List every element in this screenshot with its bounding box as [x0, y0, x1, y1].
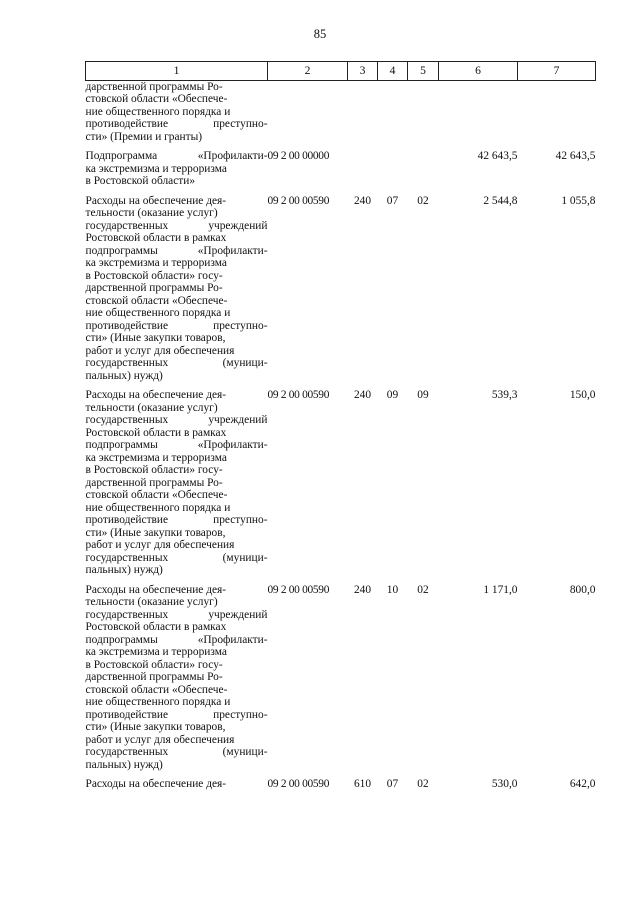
description-line: подпрограммы «Профилакти-: [85, 439, 268, 451]
description-line: ка экстремизма и терроризма: [85, 162, 227, 175]
description-line: сти» (Иные закупки товаров,: [85, 721, 226, 733]
description-line: ние общественного порядка и: [85, 105, 231, 118]
row-section: [378, 143, 408, 188]
description-line: тельности (оказание услуг): [85, 401, 218, 414]
header-col-2: 2: [268, 62, 348, 81]
row-amount-year-2: 1 055,8: [561, 194, 596, 207]
row-subsection: 02: [417, 583, 429, 596]
description-line: дарственной программы Ро-: [85, 80, 223, 93]
description-line: ка экстремизма и терроризма: [85, 257, 227, 269]
description-line: Расходы на обеспечение дея-: [85, 389, 227, 401]
row-amount-year-1: 1 171,0: [483, 583, 518, 596]
row-description: [86, 143, 268, 188]
row-target-code: 09 2 00 00590: [267, 194, 330, 207]
table-row: [86, 143, 596, 188]
description-line: стовской области «Обеспече-: [85, 93, 228, 105]
row-amount-year-1: 2 544,8: [483, 194, 518, 207]
description-line: ние общественного порядка и: [85, 307, 231, 319]
description-line: ние общественного порядка и: [85, 501, 231, 514]
header-col-1: 1: [86, 62, 268, 81]
description-line: государственных учреждений: [85, 608, 268, 621]
row-amount-year-2: [518, 80, 596, 143]
description-line: работ и услуг для обеспечения: [85, 344, 235, 357]
description-line: противодействие преступно-: [85, 319, 268, 332]
description-line: противодействие преступно-: [85, 708, 268, 721]
description-line: сти» (Премии и гранты): [85, 130, 203, 143]
row-description: [86, 771, 268, 791]
row-description: [86, 80, 268, 143]
row-description: [86, 382, 268, 577]
description-line: в Ростовской области»: [85, 175, 196, 187]
description-line: дарственной программы Ро-: [85, 476, 223, 489]
description-line: противодействие преступно-: [85, 118, 268, 130]
header-col-7: 7: [518, 62, 596, 81]
table-row: [86, 188, 596, 383]
row-section: 10: [386, 583, 399, 596]
row-amount-year-1: [439, 80, 518, 143]
description-line: Ростовской области в рамках: [85, 232, 227, 244]
row-expense-type: 240: [353, 583, 372, 596]
row-subsection: [408, 80, 439, 143]
description-line: государственных (муници-: [85, 551, 268, 564]
description-line: тельности (оказание услуг): [85, 207, 218, 219]
row-target-code: 09 2 00 00000: [267, 150, 330, 162]
row-section: [378, 80, 408, 143]
row-section: 09: [386, 389, 399, 401]
description-line: подпрограммы «Профилакти-: [85, 244, 268, 257]
header-col-4: 4: [378, 62, 408, 81]
description-line: работ и услуг для обеспечения: [85, 733, 235, 746]
page-number: 85: [313, 27, 327, 41]
description-line: подпрограммы «Профилакти-: [85, 633, 268, 646]
table-row: [86, 382, 596, 577]
description-line: стовской области «Обеспече-: [85, 294, 228, 307]
description-line: Расходы на обеспечение дея-: [85, 583, 227, 596]
description-line: противодействие преступно-: [85, 514, 268, 526]
row-expense-type: 240: [353, 194, 372, 207]
table-header-row: [86, 62, 596, 81]
description-line: государственных (муници-: [85, 746, 268, 758]
description-line: ние общественного порядка и: [85, 696, 231, 708]
description-line: Подпрограмма «Профилакти-: [85, 150, 268, 162]
row-expense-type: 610: [353, 778, 372, 790]
description-line: пальных) нужд): [85, 758, 163, 771]
row-subsection: [408, 143, 439, 188]
description-line: стовской области «Обеспече-: [85, 683, 228, 696]
row-amount-year-1: 539,3: [491, 389, 518, 401]
row-description: [86, 188, 268, 383]
table-row: [86, 577, 596, 772]
description-line: пальных) нужд): [85, 369, 163, 382]
description-line: сти» (Иные закупки товаров,: [85, 332, 226, 344]
description-line: Расходы на обеспечение дея-: [85, 194, 227, 207]
header-col-5: 5: [408, 62, 439, 81]
description-line: Ростовской области в рамках: [85, 621, 227, 633]
row-target-code: 09 2 00 00590: [267, 778, 330, 790]
description-line: сти» (Иные закупки товаров,: [85, 526, 226, 539]
row-subsection: 02: [417, 778, 429, 790]
row-subsection: 09: [417, 389, 429, 401]
description-line: государственных учреждений: [85, 414, 268, 426]
row-amount-year-2: 42 643,5: [555, 150, 596, 162]
row-amount-year-2: 800,0: [569, 583, 596, 596]
table-row: [86, 80, 596, 143]
description-line: в Ростовской области» госу-: [85, 464, 223, 476]
row-expense-type: [348, 80, 378, 143]
table-body: [86, 80, 596, 791]
header-col-3: 3: [348, 62, 378, 81]
budget-table: [85, 61, 596, 791]
description-line: в Ростовской области» госу-: [85, 269, 223, 282]
header-col-6: 6: [439, 62, 518, 81]
row-amount-year-2: 642,0: [569, 778, 596, 790]
description-line: дарственной программы Ро-: [85, 282, 223, 294]
row-amount-year-2: 150,0: [569, 389, 596, 401]
description-line: стовской области «Обеспече-: [85, 489, 228, 501]
description-line: тельности (оказание услуг): [85, 596, 218, 608]
description-line: дарственной программы Ро-: [85, 671, 223, 683]
row-amount-year-1: 530,0: [491, 778, 518, 790]
row-section: 07: [386, 194, 399, 207]
row-expense-type: 240: [353, 389, 372, 401]
row-target-code: 09 2 00 00590: [267, 389, 330, 401]
description-line: Расходы на обеспечение дея-: [85, 778, 227, 790]
description-line: пальных) нужд): [85, 564, 163, 576]
description-line: государственных учреждений: [85, 219, 268, 232]
description-line: Ростовской области в рамках: [85, 426, 227, 439]
row-section: 07: [386, 778, 399, 790]
description-line: в Ростовской области» госу-: [85, 658, 223, 671]
row-subsection: 02: [417, 194, 429, 207]
description-line: государственных (муници-: [85, 357, 268, 369]
row-target-code: [268, 80, 348, 143]
row-target-code: 09 2 00 00590: [267, 583, 330, 596]
description-line: ка экстремизма и терроризма: [85, 646, 227, 658]
table-row: [86, 771, 596, 791]
description-line: работ и услуг для обеспечения: [85, 539, 235, 551]
description-line: ка экстремизма и терроризма: [85, 451, 227, 464]
row-expense-type: [348, 143, 378, 188]
row-description: [86, 577, 268, 772]
row-amount-year-1: 42 643,5: [477, 150, 518, 162]
